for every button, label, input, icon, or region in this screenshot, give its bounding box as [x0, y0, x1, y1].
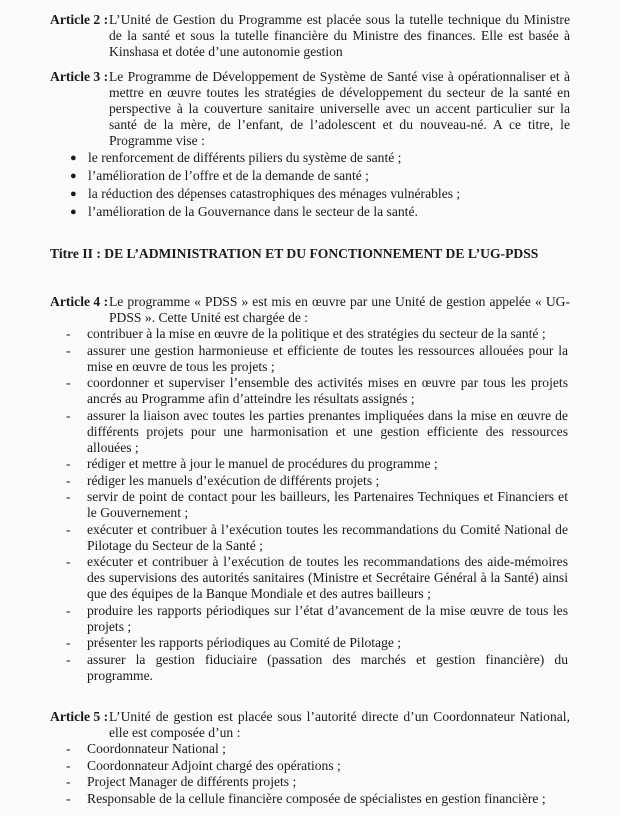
article-5-label: Article 5 :	[50, 709, 109, 724]
article-5	[50, 709, 570, 741]
dash-icon: -	[66, 602, 71, 618]
dash-icon: -	[66, 635, 71, 650]
bullet-icon: ●	[70, 188, 77, 200]
list-item: - coordonner et superviser l’ensemble des activités mises en œuvre par tous les projets ancrés au Programme afin d’atteindre les résultats assignés ;	[66, 375, 568, 406]
list-item: - assurer une gestion harmonieuse et efficiente de toutes les ressources allouées pour la mise en œuvre de tous les projets ;	[66, 342, 568, 374]
bullet-icon: ●	[70, 206, 77, 218]
dash-icon: -	[66, 326, 71, 341]
article-3-bullet-list	[70, 150, 570, 222]
article-2-label: Article 2 :	[50, 12, 109, 27]
list-item: - rédiger les manuels d’exécution de différents projets ;	[66, 472, 380, 488]
article-4-text: Le programme « PDSS » est mis en œuvre par une Unité de gestion appelée « UG-PDSS ». Cette Unité est chargée de :	[109, 294, 570, 325]
bullet-icon: ●	[70, 152, 77, 164]
list-item: - Coordonnateur National ;	[66, 741, 226, 756]
list-item: - servir de point de contact pour les bailleurs, les Partenaires Techniques et Financiers et le Gouvernement ;	[66, 489, 568, 520]
list-item: - produire les rapports périodiques sur l’état d’avancement de la mise œuvre de tous les projets ;	[66, 602, 568, 634]
dash-icon: -	[66, 651, 71, 667]
article-5-member-list	[66, 741, 568, 807]
list-item: - Coordonnateur Adjoint chargé des opérations ;	[66, 757, 341, 773]
article-3-label: Article 3 :	[50, 69, 109, 84]
dash-icon: -	[66, 790, 71, 806]
article-3	[50, 69, 570, 149]
bullet-icon: ●	[70, 170, 77, 182]
dash-icon: -	[66, 342, 71, 358]
list-item: - exécuter et contribuer à l’exécution toutes les recommandations du Comité National de Pilotage du Secteur de la Santé ;	[66, 521, 568, 553]
dash-icon: -	[66, 554, 71, 569]
list-item: ● l’amélioration de l’offre et de la demande de santé ;	[70, 168, 369, 183]
dash-icon: -	[66, 774, 71, 789]
list-item: - Responsable de la cellule financière composée de spécialistes en gestion financière ;	[66, 790, 546, 806]
article-4	[50, 294, 570, 326]
dash-icon: -	[66, 521, 71, 537]
list-item: ● le renforcement de différents piliers du système de santé ;	[70, 150, 402, 165]
section-title: Titre II : DE L’ADMINISTRATION ET DU FONCTIONNEMENT DE L’UG-PDSS	[50, 246, 539, 261]
dash-icon: -	[66, 489, 71, 504]
list-item: - présenter les rapports périodiques au Comité de Pilotage ;	[66, 635, 402, 650]
list-item: - assurer la gestion fiduciaire (passation des marchés et gestion financière) du programme.	[66, 651, 568, 683]
article-4-label: Article 4 :	[50, 294, 109, 309]
dash-icon: -	[66, 757, 71, 773]
dash-icon: -	[66, 472, 71, 488]
list-item: - rédiger et mettre à jour le manuel de procédures du programme ;	[66, 456, 438, 471]
article-2-text: L’Unité de Gestion du Programme est placée sous la tutelle technique du Ministre de la santé et sous la tutelle financière du Ministre des finances. Elle est basée à Kinshasa et dotée d’une autonomie gestion	[109, 12, 570, 59]
list-item: - exécuter et contribuer à l’exécution de toutes les recommandations des aide-mémoires des supervisions des autorités sanitaires (Ministre et Secrétaire Général à la Santé) ainsi que des équipes de la Banque Mondiale et des autres bailleurs ;	[66, 554, 568, 601]
list-item: ● l’amélioration de la Gouvernance dans le secteur de la santé.	[70, 204, 418, 219]
dash-icon: -	[66, 741, 71, 756]
list-item: - Project Manager de différents projets ;	[66, 774, 297, 789]
list-item: ● la réduction des dépenses catastrophiques des ménages vulnérables ;	[70, 186, 461, 201]
list-item: - contribuer à la mise en œuvre de la politique et des stratégies du secteur de la santé ;	[66, 326, 546, 341]
article-4-task-list	[66, 326, 568, 684]
article-3-text: Le Programme de Développement de Système de Santé vise à opérationnaliser et à mettre en œuvre toutes les stratégies de développement du secteur de la santé en perspective à la couverture sanitaire universelle avec un accent particulier sur la santé de la mère, de l’enfant, de l’adolescent et du nouveau-né. A ce titre, le Programme vise :	[109, 69, 570, 148]
dash-icon: -	[66, 407, 71, 423]
dash-icon: -	[66, 456, 71, 471]
article-2	[50, 12, 570, 60]
dash-icon: -	[66, 375, 71, 390]
list-item: - assurer la liaison avec toutes les parties prenantes impliquées dans la mise en œuvre de différents projets pour une harmonisation et une gestion efficiente des ressources allouées ;	[66, 407, 568, 455]
article-5-text: L’Unité de gestion est placée sous l’autorité directe d’un Coordonnateur National, elle est composée d’un :	[109, 709, 570, 740]
